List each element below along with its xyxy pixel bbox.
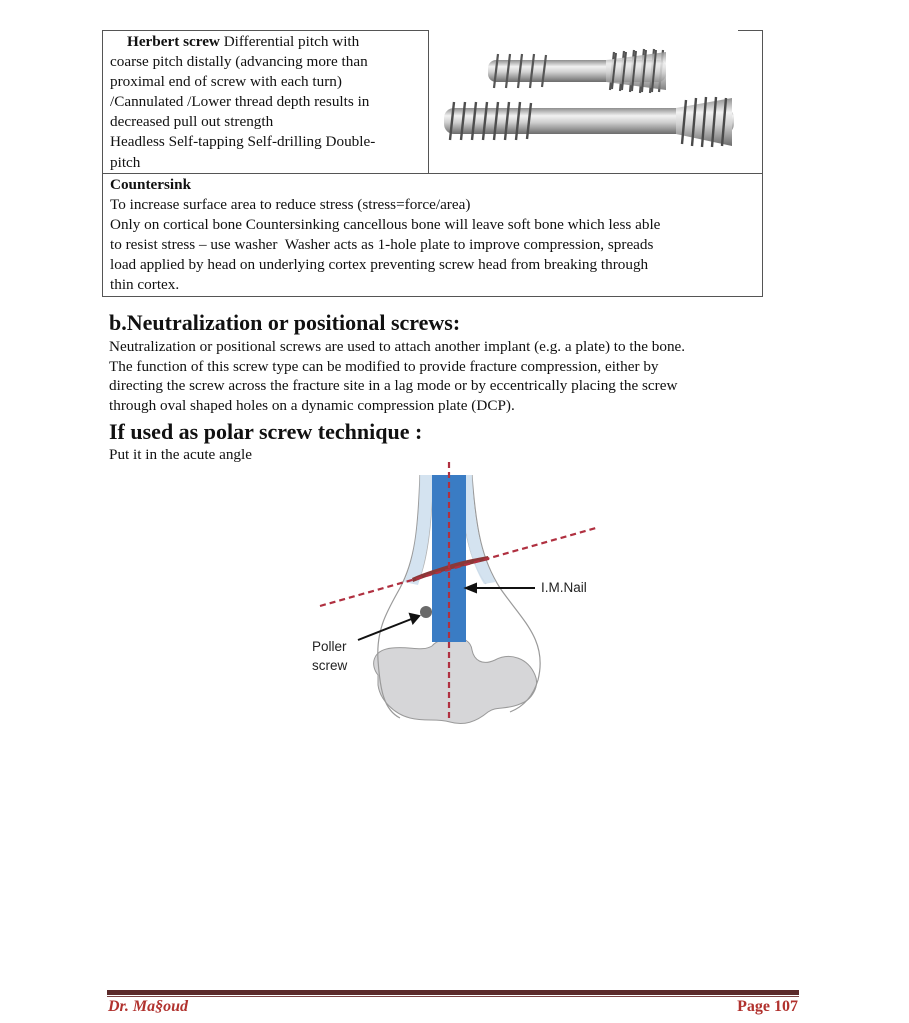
footer-page-number: Page 107 <box>737 998 798 1015</box>
footer-author: Dr. Ma§oud <box>108 998 189 1015</box>
herbert-line-1: Herbert screw Differential pitch with <box>127 33 360 50</box>
poller-screw-marker <box>420 606 432 618</box>
polar-screw-text: Put it in the acute angle <box>109 446 252 463</box>
table-border-top-right <box>738 30 763 31</box>
table-border-bottom <box>102 296 763 297</box>
footer-rule-thin <box>107 996 799 997</box>
countersink-title: Countersink <box>110 176 192 193</box>
poller-label-line-1: Poller <box>312 639 347 654</box>
section-b-line-1: Neutralization or positional screws are used to attach another implant (e.g. a plate) to the bone. <box>109 338 686 355</box>
countersink-line-4: load applied by head on underlying cortex preventing screw head from breaking through <box>110 256 649 274</box>
table-cell-divider <box>428 30 429 174</box>
poller-label-line-2: screw <box>312 658 348 673</box>
herbert-screw-title: Herbert screw <box>127 33 220 50</box>
countersink-line-2: Only on cortical bone Countersinking cancellous bone will leave soft bone which less able <box>110 216 661 234</box>
nail-arrow-icon <box>466 584 535 592</box>
short-screw-icon <box>488 49 666 93</box>
long-screw-icon <box>444 97 734 147</box>
herbert-screws-image <box>430 40 740 160</box>
section-b-paragraph <box>109 337 799 415</box>
herbert-line-7: pitch <box>110 153 141 171</box>
herbert-line-2: coarse pitch distally (advancing more than <box>110 53 368 71</box>
countersink-line-3: to resist stress – use washer Washer acts as 1-hole plate to improve compression, spreads <box>110 236 654 254</box>
countersink-cell <box>110 175 760 296</box>
table-border-left <box>102 30 103 297</box>
herbert-line-4: /Cannulated /Lower thread depth results in <box>110 93 370 111</box>
countersink-line-1: To increase surface area to reduce stress (stress=force/area) <box>110 196 471 214</box>
herbert-screw-cell <box>110 32 425 173</box>
polar-screw-heading: If used as polar screw technique : <box>109 419 423 444</box>
footer-rule-thick <box>107 990 799 995</box>
section-b-line-3: directing the screw across the fracture site in a lag mode or by eccentrically placing the screw <box>109 377 678 395</box>
section-b-heading: b.Neutralization or positional screws: <box>109 310 461 335</box>
section-b-line-2: The function of this screw type can be modified to provide fracture compression, either by <box>109 357 659 375</box>
section-b-line-4: through oval shaped holes on a dynamic compression plate (DCP). <box>109 396 515 414</box>
table-border-top-left <box>102 30 429 31</box>
herbert-line-6: Headless Self-tapping Self-drilling Double- <box>110 133 376 151</box>
nail-label: I.M.Nail <box>541 580 587 595</box>
table-border-right <box>762 30 763 297</box>
poller-arrow-icon <box>358 614 419 640</box>
poller-label <box>312 637 347 675</box>
herbert-line-5: decreased pull out strength <box>110 113 274 131</box>
countersink-line-5: thin cortex. <box>110 276 180 294</box>
table-row-divider <box>102 173 763 174</box>
herbert-line-3: proximal end of screw with each turn) <box>110 73 342 91</box>
